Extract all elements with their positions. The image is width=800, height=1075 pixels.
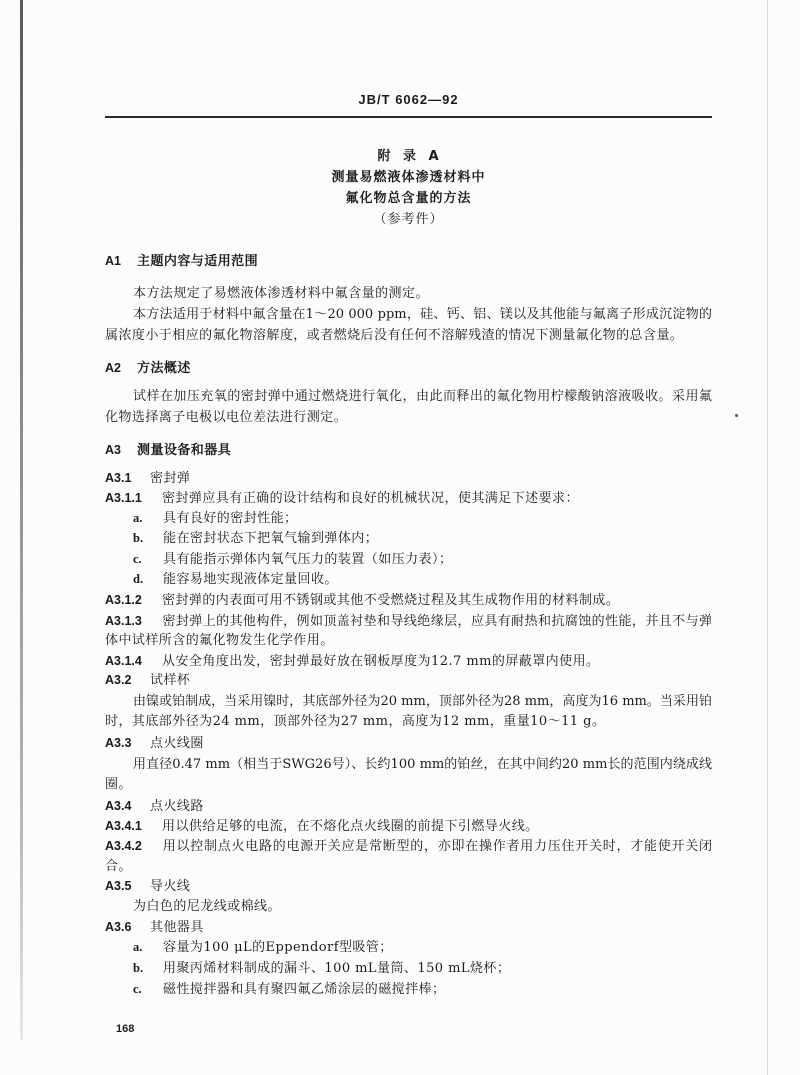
section-number: A2 xyxy=(105,361,121,375)
appendix-label: 附 录 A xyxy=(377,149,440,164)
list-item xyxy=(133,938,712,956)
clause-title: 试样杯 xyxy=(150,673,191,688)
clause-text: 从安全角度出发，密封弹最好放在钢板厚度为12.7 mm的屏蔽罩内使用。 xyxy=(162,654,600,669)
clause-title: 导火线 xyxy=(150,879,191,894)
list-item xyxy=(133,550,712,568)
clause-number: A3.1.2 xyxy=(105,593,142,607)
clause-text: 密封弹上的其他构件，例如顶盖衬垫和导线绝缘层，应具有耐热和抗腐蚀的性能，并且不与弹 xyxy=(162,614,712,629)
page-number: 168 xyxy=(116,1023,135,1035)
clause-number: A3.5 xyxy=(105,879,132,893)
paragraph-text: 属浓度小于相应的氟化物溶解度，或者燃烧后没有任何不溶解残渣的情况下测量氟化物的总含量。 xyxy=(105,328,684,343)
paragraph-text: 化物选择离子电极以电位差法进行测定。 xyxy=(105,410,348,425)
paragraph-text: 本方法规定了易燃液体渗透材料中氟含量的测定。 xyxy=(133,286,429,301)
clause-a3-1-1 xyxy=(105,489,712,507)
paragraph-text: 为白色的尼龙线或棉线。 xyxy=(133,899,281,914)
header-rule xyxy=(105,116,712,118)
clause-a3-1-4 xyxy=(105,652,712,670)
clause-number: A3.4.1 xyxy=(105,819,142,833)
list-item-text: 容量为100 μL的Eppendorf型吸管； xyxy=(163,940,393,955)
section-title: 主题内容与适用范围 xyxy=(137,254,259,269)
appendix-note: （参考件） xyxy=(373,212,444,227)
paragraph-line xyxy=(133,898,712,916)
paragraph-text: 试样在加压充氧的密封弹中通过燃烧进行氧化，由此而释出的氟化物用柠檬酸钠溶液吸收。采用氟 xyxy=(133,389,712,404)
list-marker: a. xyxy=(133,511,143,525)
clause-a3-1-2 xyxy=(105,591,712,609)
paragraph-line xyxy=(133,756,712,774)
paragraph-line xyxy=(133,388,712,406)
paragraph-text: 本方法适用于材料中氟含量在1～20 000 ppm，硅、钙、铝、镁以及其他能与氟离子形成沉淀物的 xyxy=(133,307,712,322)
list-item-text: 具有良好的密封性能； xyxy=(163,511,298,526)
paragraph-line xyxy=(105,632,712,650)
list-item-text: 能容易地实现液体定量回收。 xyxy=(163,572,338,587)
paragraph-line xyxy=(133,693,712,711)
list-item xyxy=(133,570,712,588)
section-a3-heading xyxy=(105,441,712,459)
clause-a3-3 xyxy=(105,734,712,752)
paragraph-text: 由镍或铂制成，当采用镍时，其底部外径为20 mm，顶部外径为28 mm，高度为16 mm。当采用铂 xyxy=(133,694,712,709)
paragraph-text: 合。 xyxy=(105,859,132,874)
list-item-text: 用聚丙烯材料制成的漏斗、100 mL量筒、150 mL烧杯； xyxy=(163,961,511,976)
paragraph-line xyxy=(105,327,712,345)
list-item-text: 具有能指示弹体内氧气压力的装置（如压力表）； xyxy=(163,552,453,567)
list-marker: a. xyxy=(133,940,143,954)
section-a1-heading xyxy=(105,252,712,270)
list-marker: d. xyxy=(133,572,144,586)
clause-number: A3.1.4 xyxy=(105,654,142,668)
clause-a3-6 xyxy=(105,918,712,936)
standard-code-header: JB/T 6062—92 xyxy=(358,92,459,107)
section-number: A1 xyxy=(105,254,121,268)
list-item xyxy=(133,980,712,998)
clause-a3-4-1 xyxy=(105,817,712,835)
appendix-title-line-2: 氟化物总含量的方法 xyxy=(345,191,472,206)
paragraph-text: 用直径0.47 mm（相当于SWG26号）、长约100 mm的铂丝，在其中间约20 mm长的范围内绕成线 xyxy=(133,757,712,772)
clause-text: 用以供给足够的电流，在不熔化点火线圈的前提下引燃导火线。 xyxy=(162,819,539,834)
paragraph-line xyxy=(105,776,712,794)
clause-number: A3.1.3 xyxy=(105,614,142,628)
clause-a3-1-3 xyxy=(105,612,712,630)
clause-title: 密封弹 xyxy=(150,471,191,486)
clause-title: 点火线路 xyxy=(150,799,204,814)
paragraph-text: 体中试样所含的氟化物发生化学作用。 xyxy=(105,633,334,648)
clause-text: 用以控制点火电路的电源开关应是常断型的，亦即在操作者用力压住开关时，才能使开关闭 xyxy=(162,839,712,854)
clause-number: A3.1.1 xyxy=(105,491,142,505)
appendix-title-line-1: 测量易燃液体渗透材料中 xyxy=(331,170,486,185)
list-marker: c. xyxy=(133,552,142,566)
list-marker: b. xyxy=(133,531,144,545)
section-a2-heading xyxy=(105,359,712,377)
section-title: 测量设备和器具 xyxy=(137,443,232,458)
clause-number: A3.3 xyxy=(105,736,132,750)
paragraph-line xyxy=(133,285,712,303)
clause-a3-2 xyxy=(105,671,712,689)
section-number: A3 xyxy=(105,443,121,457)
list-item-text: 能在密封状态下把氧气输到弹体内； xyxy=(163,531,379,546)
paragraph-line xyxy=(105,713,712,731)
clause-text: 密封弹应具有正确的设计结构和良好的机械状况，使其满足下述要求： xyxy=(162,491,579,506)
paragraph-line xyxy=(105,409,712,427)
clause-a3-4 xyxy=(105,797,712,815)
paragraph-text: 圈。 xyxy=(105,777,132,792)
clause-number: A3.4 xyxy=(105,799,132,813)
clause-title: 点火线圈 xyxy=(150,736,204,751)
list-item-text: 磁性搅拌器和具有聚四氟乙烯涂层的磁搅拌棒； xyxy=(163,982,446,997)
clause-number: A3.2 xyxy=(105,673,132,687)
clause-a3-1 xyxy=(105,469,712,487)
clause-text: 密封弹的内表面可用不锈钢或其他不受燃烧过程及其生成物作用的材料制成。 xyxy=(162,593,620,608)
clause-number: A3.6 xyxy=(105,920,132,934)
list-marker: b. xyxy=(133,961,144,975)
section-title: 方法概述 xyxy=(137,361,191,376)
clause-title: 其他器具 xyxy=(150,920,204,935)
list-marker: c. xyxy=(133,982,142,996)
clause-a3-4-2 xyxy=(105,837,712,855)
list-item xyxy=(133,529,712,547)
paragraph-line xyxy=(105,858,712,876)
clause-number: A3.4.2 xyxy=(105,839,142,853)
scan-edge-right xyxy=(767,0,768,1075)
clause-number: A3.1 xyxy=(105,471,132,485)
paragraph-text: 时，其底部外径为24 mm，顶部外径为27 mm，高度为12 mm，重量10～11 g。 xyxy=(105,714,606,729)
scan-speck xyxy=(735,414,738,417)
paragraph-line xyxy=(133,306,712,324)
scan-edge-left xyxy=(20,0,23,1040)
list-item xyxy=(133,509,712,527)
clause-a3-5 xyxy=(105,877,712,895)
list-item xyxy=(133,959,712,977)
